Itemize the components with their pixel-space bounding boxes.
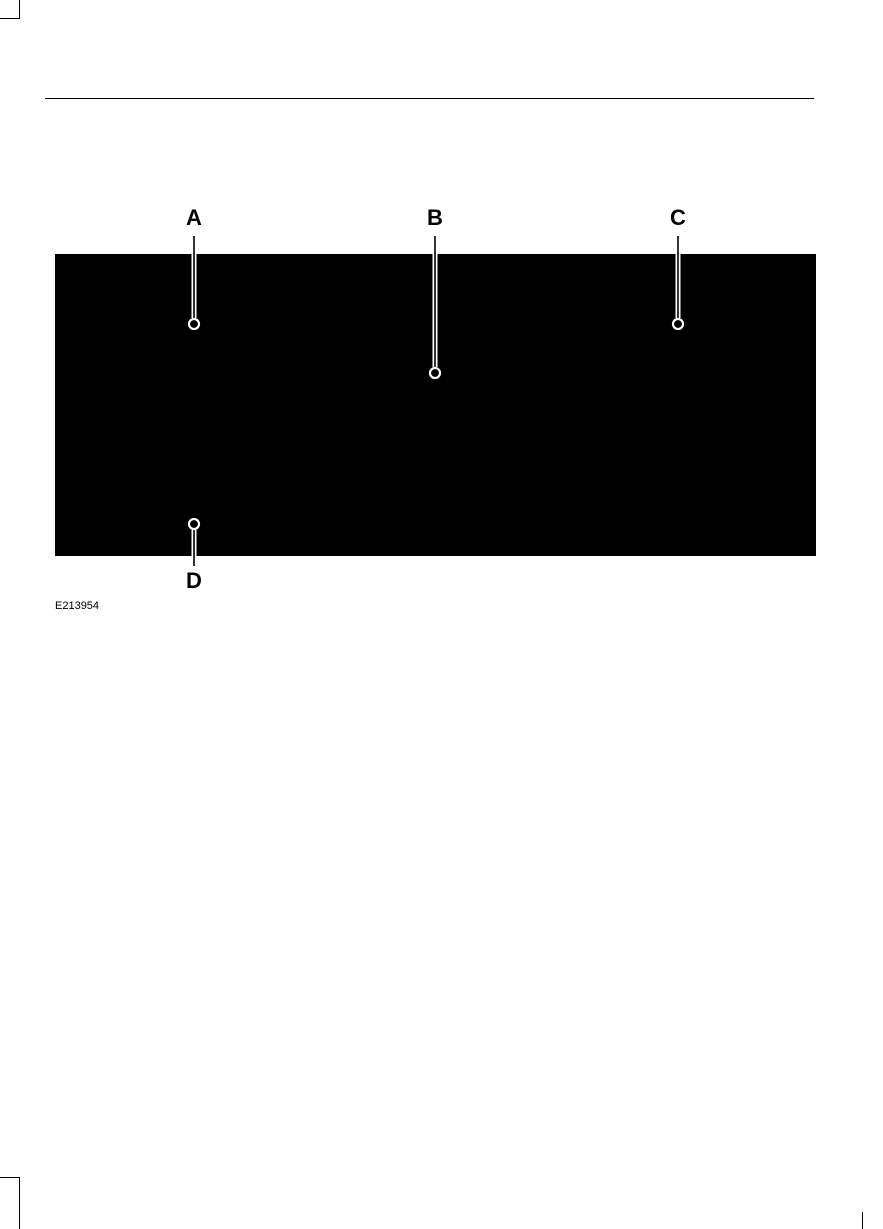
callout-label-a: A: [186, 205, 202, 230]
callout-marker-a: [189, 319, 199, 329]
figure-id: E213954: [55, 600, 100, 612]
callout-marker-d: [189, 519, 199, 529]
callout-label-d: D: [186, 568, 202, 593]
callout-marker-b: [430, 368, 440, 378]
callout-label-b: B: [427, 205, 443, 230]
callout-marker-c: [673, 319, 683, 329]
callout-label-c: C: [670, 205, 686, 230]
